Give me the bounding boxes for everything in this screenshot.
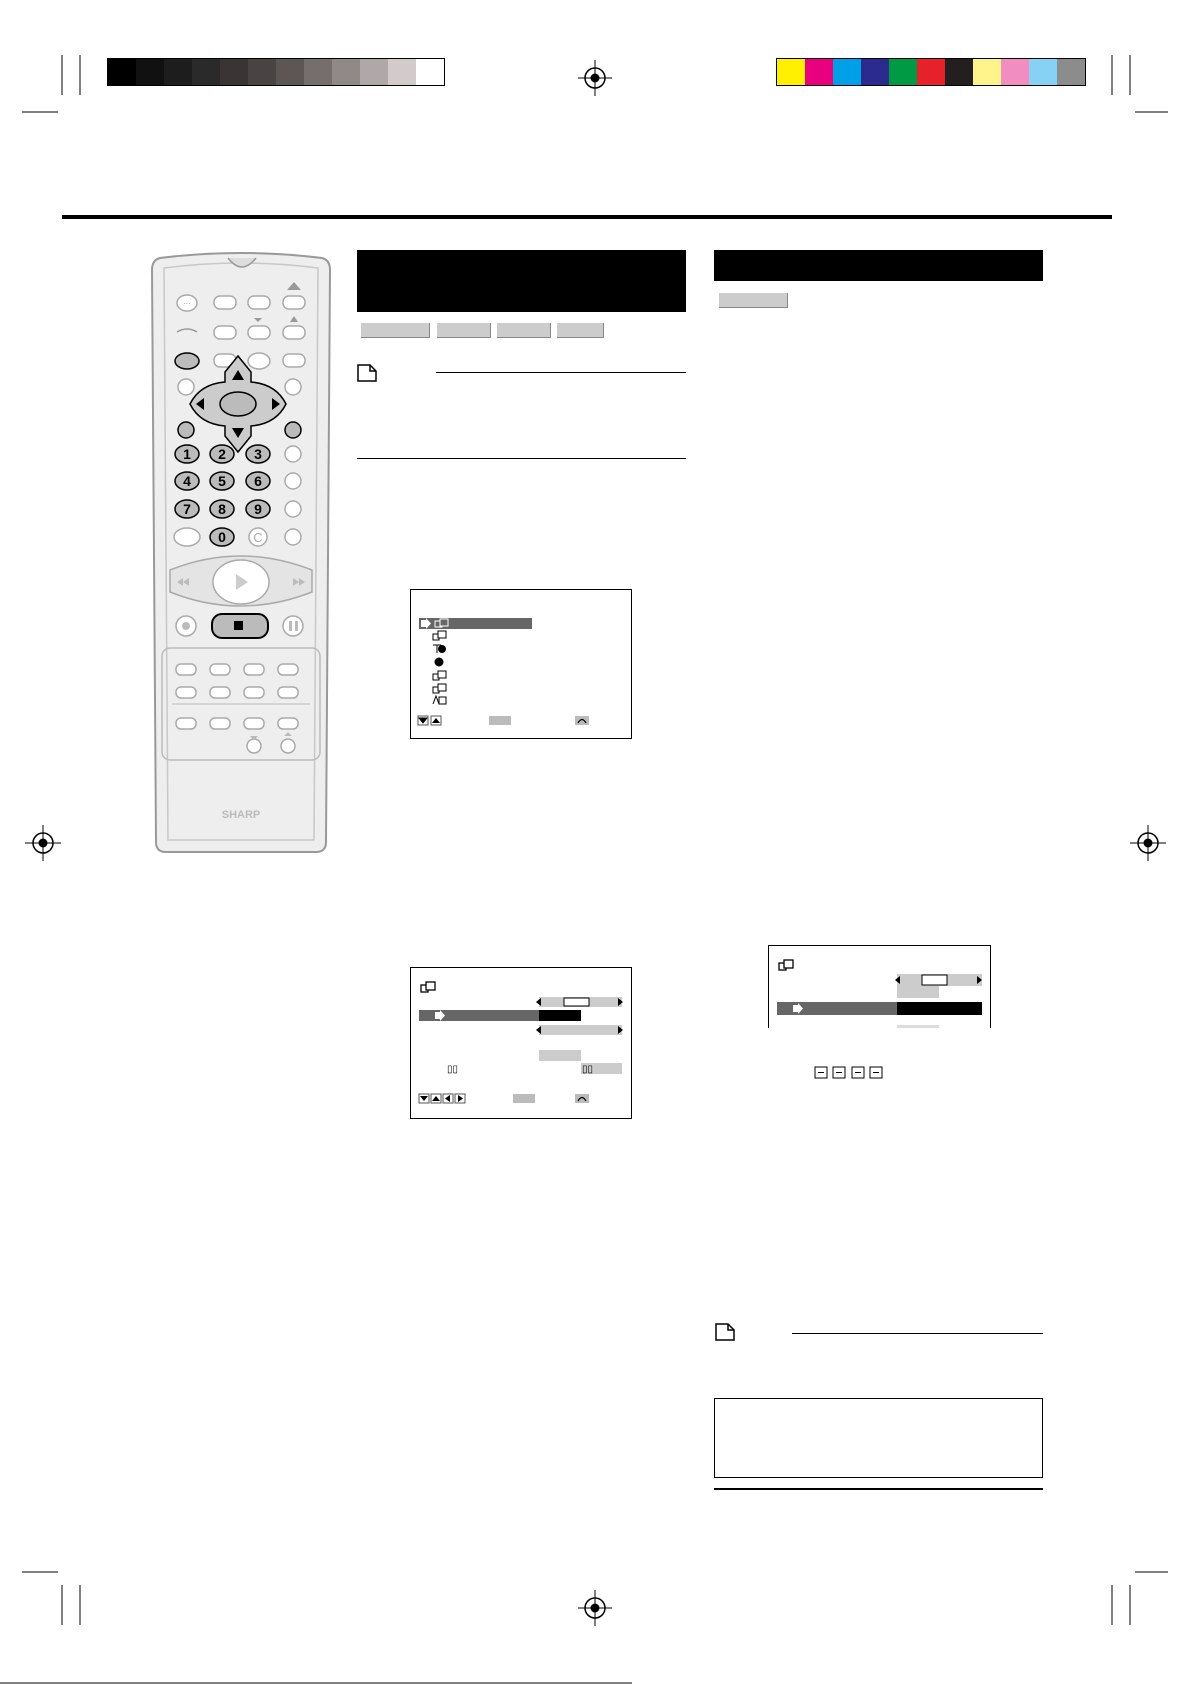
color-swatch: [1057, 59, 1085, 85]
setup-button[interactable]: [175, 353, 199, 369]
header-rule: [62, 215, 1112, 219]
key-label: 9: [254, 501, 262, 517]
note-icon: [357, 364, 377, 382]
color-swatch: [805, 59, 833, 85]
section-heading-bar: [714, 250, 1043, 281]
remote-button[interactable]: [214, 296, 236, 309]
remote-button[interactable]: [247, 739, 261, 753]
remote-button[interactable]: [285, 529, 301, 545]
color-swatch: [276, 59, 304, 85]
picture-icon: [779, 960, 793, 970]
timer-icon: [433, 645, 446, 653]
clock-icon: [435, 658, 443, 666]
note-icon: [715, 1323, 735, 1341]
remote-button[interactable]: [285, 379, 301, 395]
left-arrow-icon: [536, 1026, 541, 1034]
remote-button[interactable]: [210, 664, 230, 675]
key-label: 5: [218, 473, 226, 489]
selected-value-box: [539, 1010, 581, 1021]
slider-thumb: [564, 998, 589, 1006]
note-rule: [792, 1333, 1043, 1334]
key-label: 8: [218, 501, 226, 517]
key-label: 7: [183, 501, 191, 517]
key-label: 6: [254, 473, 262, 489]
color-swatch: [416, 59, 444, 85]
left-arrow-icon: [536, 998, 541, 1006]
grayscale-bar: [107, 58, 445, 86]
remote-button[interactable]: [285, 501, 301, 517]
registration-mark-top: [578, 60, 612, 96]
svg-text:C: C: [253, 530, 263, 545]
remote-button[interactable]: [248, 326, 270, 339]
remote-button[interactable]: [281, 739, 295, 753]
return-key-chip: [575, 1094, 589, 1103]
disc-type-chip: [361, 323, 430, 338]
enter-key-chip: [513, 1094, 535, 1103]
remote-brand: SHARP: [221, 809, 261, 821]
bracket-label: ▯▯: [447, 1064, 459, 1075]
remote-button[interactable]: [210, 718, 230, 729]
display-button[interactable]: [285, 422, 301, 438]
key-label: 2: [218, 446, 226, 462]
remote-button[interactable]: [278, 664, 298, 675]
remote-button[interactable]: [283, 354, 305, 367]
disc-type-chip: [557, 323, 604, 338]
remote-button[interactable]: [176, 687, 196, 698]
color-swatch: [192, 59, 220, 85]
remote-button[interactable]: [176, 718, 196, 729]
color-swatch: [248, 59, 276, 85]
slider-track: [539, 1025, 622, 1035]
color-swatch: [108, 59, 136, 85]
disc-type-chip: [497, 323, 551, 338]
remote-button[interactable]: [178, 379, 194, 395]
remote-button[interactable]: [174, 528, 200, 546]
color-swatch: [1029, 59, 1057, 85]
enter-key-chip: [489, 716, 511, 725]
remote-button[interactable]: [244, 687, 264, 698]
audio-icon: [433, 684, 446, 693]
selected-value-box: [897, 1002, 982, 1015]
color-swatch: [777, 59, 805, 85]
return-button[interactable]: [178, 422, 194, 438]
picture-icon: [433, 671, 446, 680]
disc-type-chip: [719, 293, 788, 308]
section-end-rule: [714, 1488, 1043, 1490]
registration-mark-bottom: [578, 1590, 612, 1626]
color-swatch: [1001, 59, 1029, 85]
color-swatch: [945, 59, 973, 85]
remote-button[interactable]: [244, 664, 264, 675]
section-heading-bar: [357, 250, 686, 312]
bracket-label: ▯▯: [582, 1064, 594, 1075]
key-sequence: [814, 1066, 888, 1080]
return-key-chip: [575, 716, 589, 725]
option-chip: [897, 986, 939, 998]
slider-thumb: [922, 975, 947, 985]
remote-button[interactable]: [285, 473, 301, 489]
key-label: 1: [183, 446, 191, 462]
svg-text:···: ···: [183, 299, 191, 308]
color-swatch: [973, 59, 1001, 85]
text-icon: [433, 696, 446, 704]
color-swatch: [861, 59, 889, 85]
remote-button[interactable]: [283, 326, 305, 339]
picture-icon: [421, 982, 435, 992]
enter-button[interactable]: [220, 392, 256, 416]
caution-box: [714, 1398, 1043, 1478]
color-swatch: [220, 59, 248, 85]
disc-type-chip: [437, 323, 491, 338]
color-swatch: [136, 59, 164, 85]
zoom-button[interactable]: [248, 353, 270, 369]
registration-mark-left: [25, 825, 61, 861]
settings-screen: [410, 967, 632, 1119]
remote-button[interactable]: [278, 687, 298, 698]
remote-control: [150, 252, 332, 857]
down-arrow-icon: [419, 718, 427, 723]
remote-button[interactable]: [248, 296, 270, 309]
color-swatch: [360, 59, 388, 85]
key-label: 4: [183, 473, 191, 489]
language-icon: [433, 631, 446, 640]
color-swatch: [917, 59, 945, 85]
up-arrow-icon: [432, 718, 440, 723]
note-rule: [357, 458, 686, 459]
pause-button[interactable]: [283, 616, 303, 636]
setup-menu-screen: [410, 589, 632, 739]
remote-button[interactable]: [210, 687, 230, 698]
color-bar: [776, 58, 1086, 86]
option-chip: [539, 1050, 581, 1061]
registration-mark-right: [1130, 825, 1166, 861]
key-label: 0: [218, 529, 226, 545]
color-swatch: [889, 59, 917, 85]
color-swatch: [164, 59, 192, 85]
remote-button[interactable]: [214, 326, 236, 339]
color-swatch: [304, 59, 332, 85]
key-label: 3: [254, 446, 262, 462]
remote-button[interactable]: [176, 664, 196, 675]
remote-button[interactable]: [244, 718, 264, 729]
color-swatch: [833, 59, 861, 85]
settings-screen-partial: [768, 945, 991, 1028]
note-rule: [436, 372, 686, 373]
remote-button[interactable]: [285, 446, 301, 462]
color-swatch: [388, 59, 416, 85]
color-swatch: [332, 59, 360, 85]
open-close-button[interactable]: [283, 296, 305, 309]
remote-button[interactable]: [278, 718, 298, 729]
